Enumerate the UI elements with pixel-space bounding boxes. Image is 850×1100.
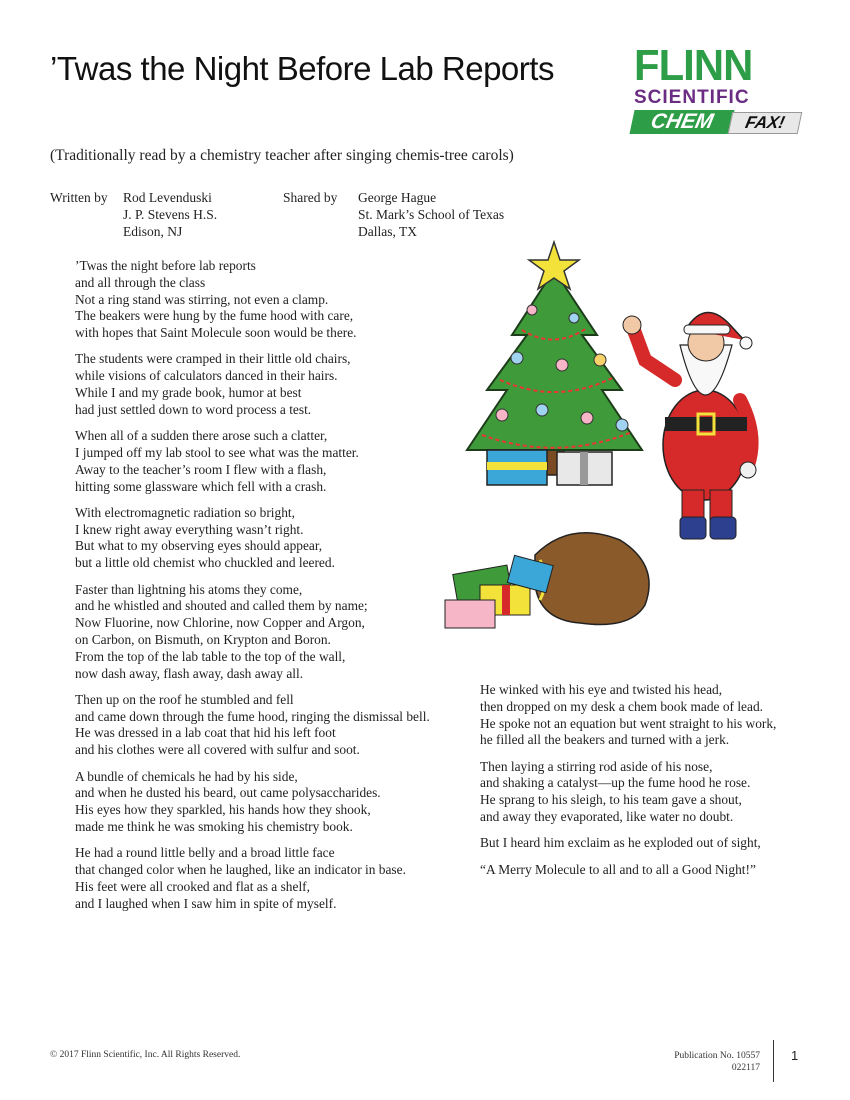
poem-closing-line: “A Merry Molecule to all and to all a Good Night!”	[480, 861, 756, 877]
poem-line: Not a ring stand was stirring, not even a clamp.	[75, 291, 329, 307]
poem-right-column	[480, 682, 780, 888]
footer-divider	[773, 1040, 774, 1082]
poem-line: Away to the teacher’s room I flew with a flash,	[75, 461, 327, 477]
poem-line: But what to my observing eyes should appear,	[75, 538, 323, 554]
shared-by-values	[358, 189, 504, 240]
poem-line: Then up on the roof he stumbled and fell	[75, 691, 294, 707]
poem-line: had just settled down to word process a test.	[75, 401, 312, 417]
logo-chemfax-banner	[632, 110, 802, 134]
poem-line: made me think he was smoking his chemistry book.	[75, 818, 353, 834]
publication-code: 022117	[731, 1063, 760, 1073]
poem-line: When all of a sudden there arose such a clatter,	[75, 428, 328, 444]
stanza	[480, 759, 780, 826]
poem-line: with hopes that Saint Molecule soon would be there.	[75, 325, 357, 341]
poem-left-column	[75, 258, 455, 922]
poem-line: The beakers were hung by the fume hood with care,	[75, 308, 354, 324]
poem-line: and he whistled and shouted and called them by name;	[75, 598, 368, 614]
poem-line: and shaking a catalyst—up the fume hood he rose.	[480, 775, 751, 791]
author-city: Edison, NJ	[123, 224, 183, 239]
poem-line: His feet were all crooked and flat as a shelf,	[75, 878, 310, 894]
flinn-chemfax-logo	[632, 41, 804, 136]
poem-line: A bundle of chemicals he had by his side,	[75, 768, 298, 784]
stanza	[480, 862, 780, 879]
poem-line: hitting some glassware which fell with a crash.	[75, 478, 327, 494]
written-by-label: Written by	[50, 190, 108, 205]
author-name: Rod Levenduski	[123, 190, 212, 205]
logo-chem-text: CHEM	[629, 110, 734, 134]
author-school: J. P. Stevens H.S.	[123, 207, 218, 222]
written-by-values	[123, 189, 217, 240]
poem-line: while visions of calculators danced in their hairs.	[75, 368, 338, 384]
stanza	[75, 582, 455, 683]
poem-line: But I heard him exclaim as he exploded out of sight,	[480, 835, 761, 851]
poem-line: on Carbon, on Bismuth, on Krypton and Boron.	[75, 631, 331, 647]
stanza	[75, 351, 455, 418]
poem-line: Then laying a stirring rod aside of his nose,	[480, 758, 713, 774]
page-number: 1	[791, 1048, 799, 1063]
stanza	[75, 769, 455, 836]
gift-sack-illustration	[440, 525, 655, 635]
poem-line: that changed color when he laughed, like an indicator in base.	[75, 862, 406, 877]
poem-line: I knew right away everything wasn’t right.	[75, 521, 304, 537]
poem-line: then dropped on my desk a chem book made of lead.	[480, 698, 763, 714]
poem-line: He winked with his eye and twisted his head,	[480, 682, 723, 697]
poem-line: and all through the class	[75, 274, 206, 290]
sharer-name: George Hague	[358, 190, 437, 205]
stanza	[75, 505, 455, 572]
stanza	[75, 258, 455, 342]
publication-info	[674, 1050, 760, 1074]
poem-line: ’Twas the night before lab reports	[75, 258, 256, 273]
stanza	[75, 845, 455, 912]
poem-line: and came down through the fume hood, ringing the dismissal bell.	[75, 708, 430, 724]
logo-fax-text: FAX!	[728, 112, 803, 134]
poem-line: He was dressed in a lab coat that hid his left foot	[75, 725, 336, 741]
poem-line: His eyes how they sparkled, his hands how they shook,	[75, 802, 371, 818]
logo-flinn-text: FLINN	[634, 41, 753, 90]
poem-line: From the top of the lab table to the top of the wall,	[75, 648, 346, 664]
page-title: ’Twas the Night Before Lab Reports	[50, 50, 554, 87]
poem-line: While I and my grade book, humor at best	[75, 385, 302, 401]
poem-line: He sprang to his sleigh, to his team gave a shout,	[480, 792, 742, 808]
poem-line: but a little old chemist who chuckled and leered.	[75, 555, 335, 571]
copyright-notice: © 2017 Flinn Scientific, Inc. All Rights Reserved.	[50, 1050, 241, 1060]
poem-line: Now Fluorine, now Chlorine, now Copper and Argon,	[75, 615, 365, 631]
sharer-city: Dallas, TX	[358, 224, 417, 239]
poem-line: he filled all the beakers and turned with a jerk.	[480, 732, 730, 748]
stanza	[75, 692, 455, 759]
subtitle: (Traditionally read by a chemistry teacher after singing chemis-tree carols)	[50, 147, 514, 164]
poem-line: I jumped off my lab stool to see what was the matter.	[75, 444, 359, 460]
stanza	[480, 835, 780, 852]
poem-line: He spoke not an equation but went straight to his work,	[480, 715, 777, 731]
sharer-school: St. Mark’s School of Texas	[358, 207, 505, 222]
stanza	[480, 682, 780, 749]
logo-scientific-text: SCIENTIFIC	[634, 87, 750, 108]
poem-line: now dash away, flash away, dash away all.	[75, 665, 304, 681]
poem-line: and his clothes were all covered with sulfur and soot.	[75, 742, 360, 758]
poem-line: and when he dusted his beard, out came polysaccharides.	[75, 785, 381, 801]
poem-line: He had a round little belly and a broad little face	[75, 845, 335, 861]
poem-line: and away they evaporated, like water no doubt.	[480, 809, 734, 825]
shared-by-label: Shared by	[283, 190, 338, 205]
santa-illustration	[620, 305, 760, 545]
poem-line: The students were cramped in their little old chairs,	[75, 351, 351, 367]
poem-line: With electromagnetic radiation so bright,	[75, 504, 295, 520]
poem-line: and I laughed when I saw him in spite of myself.	[75, 895, 337, 911]
stanza	[75, 428, 455, 495]
publication-number: Publication No. 10557	[674, 1051, 760, 1061]
poem-line: Faster than lightning his atoms they come,	[75, 581, 303, 597]
